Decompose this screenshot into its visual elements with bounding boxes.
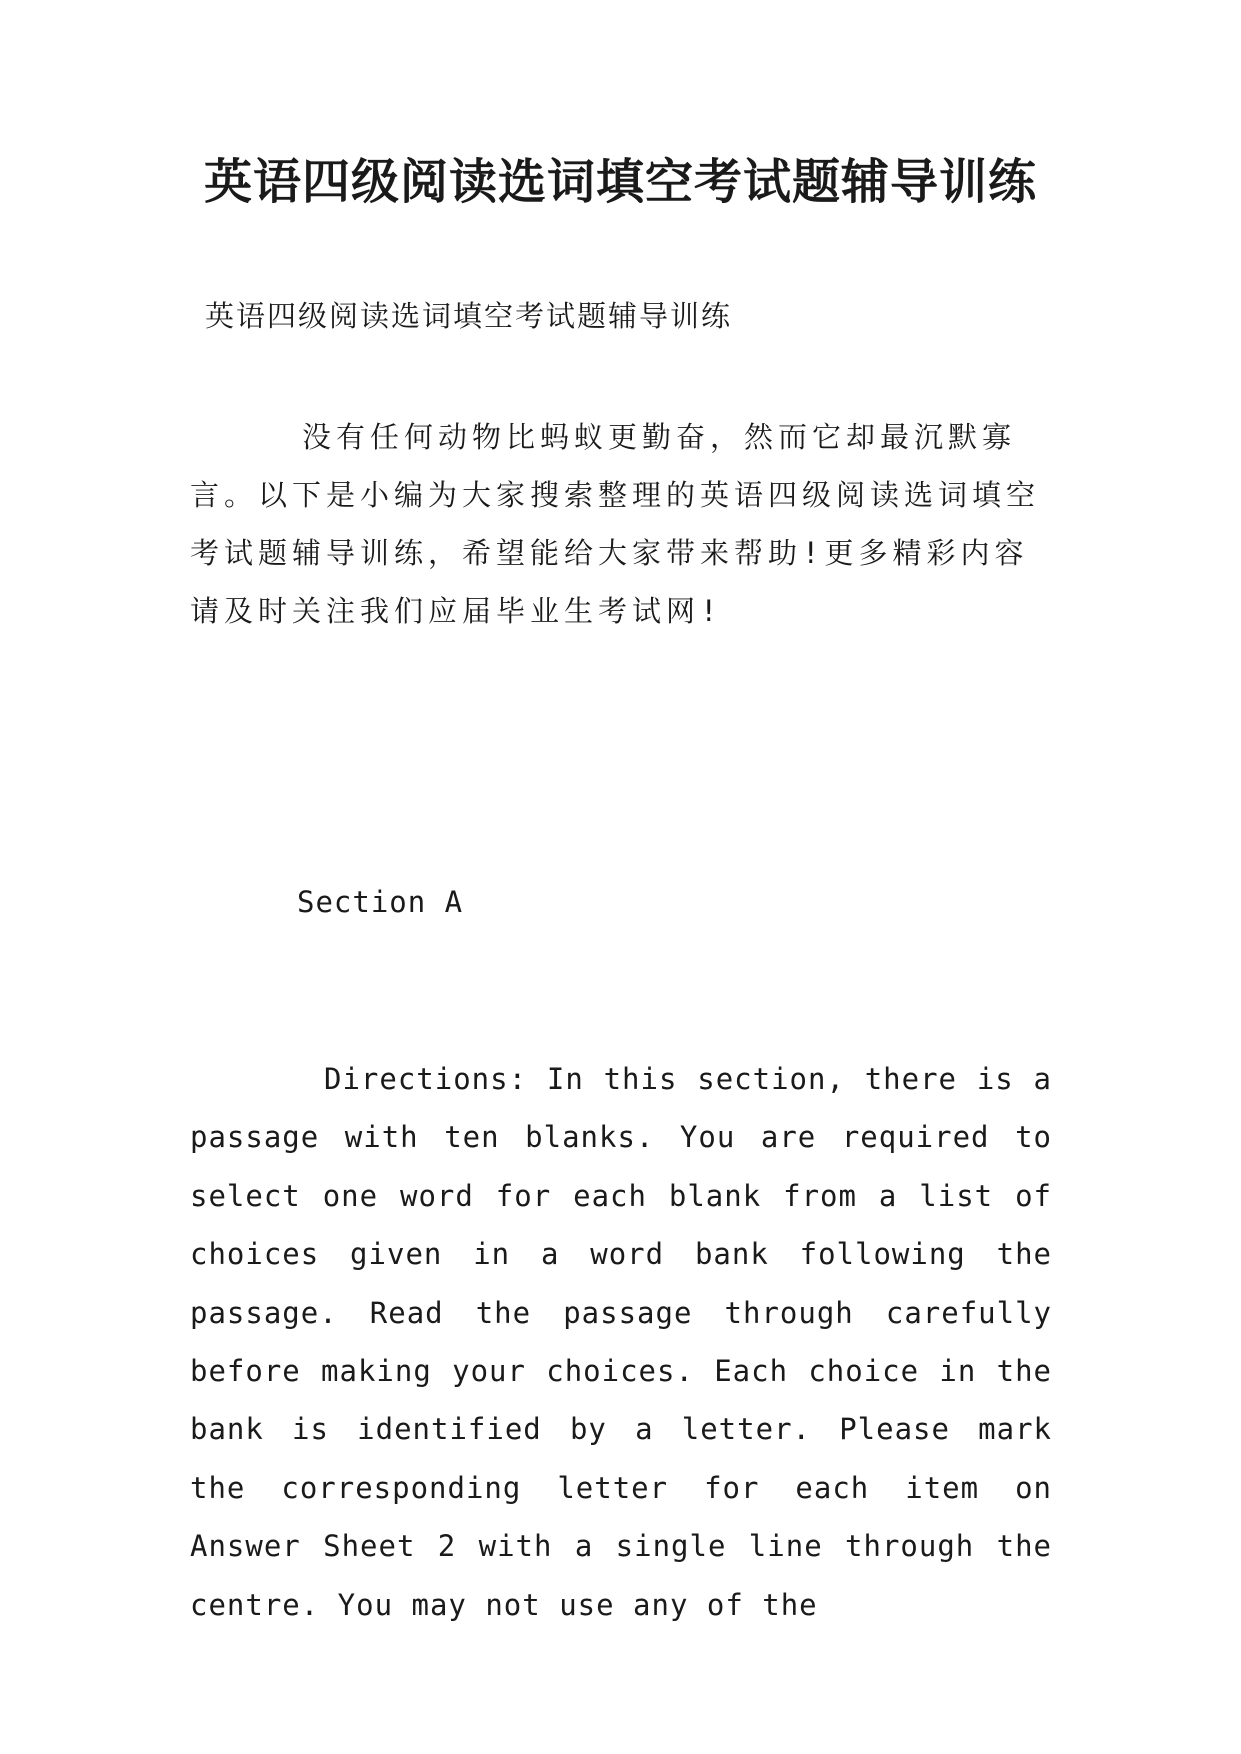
intro-paragraph: 没有任何动物比蚂蚁更勤奋，然而它却最沉默寡言。以下是小编为大家搜索整理的英语四级阅读选词填空考试题辅导训练，希望能给大家带来帮助!更多精彩内容请及时关注我们应届毕业生考试网!	[190, 420, 1041, 628]
directions-paragraph: Directions: In this section, there is a passage with ten blanks. You are required to select one word for each blank from a list of choices given in a word bank following the passage. Read the passage through carefully before making your choices. Each choice in the bank is identified by a letter. Please mark the corresponding letter for each item on Answer Sheet 2 with a single line through the centre. You may not use any of the	[190, 1062, 1052, 1622]
document-title: 英语四级阅读选词填空考试题辅导训练	[203, 154, 1037, 210]
section-heading: Section A	[297, 885, 464, 919]
document-subtitle: 英语四级阅读选词填空考试题辅导训练	[205, 299, 733, 333]
